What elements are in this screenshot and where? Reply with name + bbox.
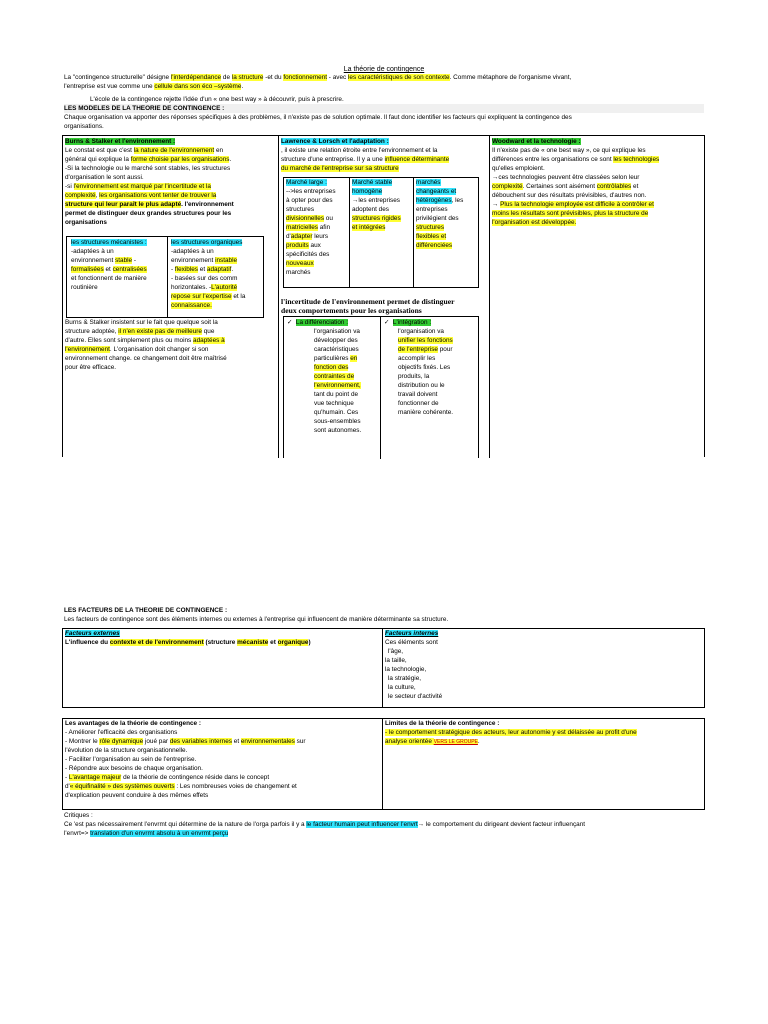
differentiation-heading: La différenciation : (295, 319, 349, 326)
highlight: l'environnement est marqué par l'incertitude et la (73, 183, 211, 190)
page-title: La théorie de contingence (343, 66, 425, 73)
critiques-text: l'envrt=> (64, 830, 91, 837)
market-line: divisionnelles ou (286, 215, 333, 222)
market-changing (416, 178, 478, 250)
col1-p3 (65, 318, 277, 372)
col3-line: → Plus la technologie employée est difficile à contrôler et (492, 201, 654, 208)
external-factors (65, 629, 380, 647)
highlight: le facteur humain peut influencer l'envrt (306, 821, 418, 828)
models-intro (64, 113, 704, 131)
behaviours-box (283, 316, 479, 458)
external-heading: Facteurs externes (65, 630, 120, 637)
mechanist-line: environnement stable - (71, 257, 137, 264)
text-run: en (214, 147, 224, 154)
critiques-heading: Critiques : (64, 812, 93, 819)
col3-line: qu'elles emploient. (492, 165, 545, 172)
market-line: adoptent des (352, 206, 389, 213)
market-stable-heading: homogène (352, 188, 383, 195)
integration-line: unifier les fonctions (398, 337, 453, 344)
market-line: différenciées (416, 242, 453, 249)
market-stable-heading: Marché stable (352, 179, 393, 186)
organic-line: - basées sur des comm (171, 275, 238, 282)
models-intro-line: organisations. (64, 123, 104, 130)
text-run: général qui explique la (65, 156, 131, 163)
organic-line: repose sur l'expertise (171, 293, 232, 300)
advantages-table (62, 718, 705, 810)
internal-line: la culture, (388, 684, 416, 691)
col1-p3-line: pour être efficace. (65, 364, 117, 371)
market-line: -->les entreprises (286, 188, 336, 195)
models-intro-line: Chaque organisation va apporter des réponses spécifiques à des problèmes, il n'existe pas de solution optimale. Il faut donc identifier les facteurs qui expliquent la contingence des (64, 114, 572, 121)
col3-text (492, 137, 704, 227)
limits (385, 719, 703, 747)
mechanist-line: routinière (71, 284, 98, 291)
market-line: produits aux (286, 242, 321, 249)
internal-factors (385, 629, 700, 701)
integration-heading: L'intégration : (392, 319, 432, 326)
models-heading: LES MODELES DE LA THEORIE DE CONTINGENCE : (64, 104, 704, 113)
limits-heading: Limites de la théorie de contingence : (385, 720, 500, 727)
integration-line: distribution ou le (398, 382, 445, 389)
market-line: nouveaux (286, 260, 314, 267)
intro-text: . (241, 83, 244, 90)
check-icon: ✓ (384, 319, 390, 326)
market-line: structures (416, 224, 445, 231)
integration-line: manière cohérente. (398, 409, 454, 416)
col2-text (281, 137, 488, 173)
highlight: complexité (65, 192, 96, 199)
highlight: fonctionnement (283, 74, 328, 81)
col2-line: du marché de l'entreprise sur sa structure (281, 165, 399, 172)
highlight: mécaniste (237, 639, 269, 646)
col3-heading: Woodward et la technologie : (492, 138, 581, 145)
limits-line: analyse orientée (385, 738, 434, 745)
differentiation-line: tant du point de (314, 391, 359, 398)
col1-p1-line1 (65, 147, 223, 154)
external-text: (structure (203, 639, 238, 646)
col1-p1-line3: -Si la technologie ou le marché sont stables, les structures (65, 165, 231, 172)
highlight: la nature de l'environnement (133, 147, 215, 154)
markets-divider-2 (413, 178, 414, 287)
col1-heading: Burns & Stalker et l'environnement : (65, 138, 176, 145)
behaviours-divider (380, 317, 381, 459)
advantages-line: - Améliorer l'efficacité des organisations (65, 729, 178, 736)
mechanist-heading: les structures mécanistes : (71, 239, 147, 246)
differentiation-line: fonction des (314, 364, 349, 371)
organic-structures: les structures organiques -adaptées à un environnement instable - flexibles et adaptatif. - basées sur des comm horizontales. -L'autorité repose sur l'expertise et la connaissance. (171, 239, 246, 309)
market-large (286, 178, 348, 277)
highlight: structure qui leur paraît le plus adapté (65, 201, 182, 208)
col2-line: structure d'une entreprise. Il y a une influence déterminante (281, 156, 450, 163)
differentiation-line: particulières en (314, 355, 358, 362)
market-line: spécificités des (286, 251, 330, 258)
internal-heading: Facteurs internes (385, 630, 439, 637)
markets-box (283, 177, 479, 288)
col1-p3-line: Burns & Stalker insistent sur le fait que quelque soit la (65, 319, 218, 326)
differentiation-line: caractéristiques (314, 346, 359, 353)
mechanist-structures: les structures mécanistes : -adaptées à un environnement stable - formalisées et centralisées et fonctionnent de manière routinière (71, 239, 147, 291)
intro-text: l'entreprise est vue comme une (64, 83, 155, 90)
intro-text: . Comme métaphore de l'organisme vivant, (449, 74, 572, 81)
advantages-line: l'évolution de la structure organisationnelle. (65, 747, 188, 754)
col1-p3-line: structure adoptée, il n'en existe pas de meilleure que (65, 328, 215, 335)
market-line: à opter pour des (286, 197, 333, 204)
organic-heading: les structures organiques (171, 239, 243, 246)
advantages-line: - Montrer le rôle dynamique joué par des variables internes et environnementales sur (65, 738, 306, 745)
market-line: entreprises (416, 206, 448, 213)
col2-line: , il existe une relation étroite entre l'environnement et la (281, 147, 438, 154)
advantages-line: - L'avantage majeur de la théorie de contingence réside dans le concept (65, 774, 270, 781)
col1-p2-line2 (65, 192, 216, 199)
intro-text: de (221, 74, 232, 81)
mechanist-line: -adaptées à un (71, 248, 114, 255)
organic-line: connaissance. (171, 302, 212, 309)
highlight: forme choisie par les organisations (130, 156, 230, 163)
col3-line: différences entre les organisations ce sont les technologies (492, 156, 660, 163)
market-line: et intégrées (352, 224, 386, 231)
market-line: matricielles afin (286, 224, 331, 231)
highlight: cellule dans son éco –système (154, 83, 242, 90)
market-changing-heading: marchés (416, 179, 441, 186)
structures-box (66, 236, 264, 318)
internal-line: la taille, (385, 657, 407, 664)
differentiation (287, 318, 377, 435)
text-run: Le constat est que c'est (65, 147, 134, 154)
uncertainty-line: deux comportements pour les organisations (281, 306, 422, 315)
market-line: privilégient des (416, 215, 459, 222)
market-line: hétérogènes, les (416, 197, 464, 204)
advantages (65, 719, 380, 800)
integration-line: fonctionner de (398, 400, 439, 407)
integration (384, 318, 478, 417)
internal-line: Ces éléments sont (385, 639, 438, 646)
internal-line: la technologie, (385, 666, 427, 673)
col1-p3-line: l'environnement. L'organisation doit changer si son (65, 346, 209, 353)
differentiation-list (287, 327, 377, 435)
organic-line: - flexibles et adaptatif. (171, 266, 234, 273)
intro-text: - avec (327, 74, 348, 81)
organic-line: environnement instable (171, 257, 238, 264)
integration-line: accomplir les (398, 355, 436, 362)
highlight: organique (277, 639, 309, 646)
text-run: . (229, 156, 232, 163)
advantages-line: d'explication peuvent conduire à des mêmes effets (65, 792, 209, 799)
integration-line: produits, la (398, 373, 430, 380)
integration-line: objectifs fixés. Les (398, 364, 451, 371)
market-line: d'adapter leurs (286, 233, 329, 240)
col3-line: l'organisation est développée. (492, 219, 577, 226)
market-line: marchés (286, 269, 311, 276)
organic-line: -adaptées à un (171, 248, 214, 255)
differentiation-line: vue technique (314, 400, 354, 407)
highlight: translation d'un envrmt absolu à un envrmt perçu (90, 830, 229, 837)
differentiation-line: l'environnement, (314, 382, 361, 389)
differentiation-line: l'organisation va (314, 328, 360, 335)
intro-line-3: L'école de la contingence rejette l'idée d'un « one best way » à découvrir, puis à prescrire. (90, 96, 344, 103)
external-text: L'influence du (65, 639, 110, 646)
factors-intro: Les facteurs de contingence sont des éléments internes ou externes à l'entreprise qui influencent de manière déterminante sa structure. (64, 616, 449, 623)
intro-paragraph (64, 73, 704, 91)
col3-line: Il n'existe pas de « one best way », ce qui explique les (492, 147, 646, 154)
integration-line: travail doivent (398, 391, 438, 398)
mechanist-line: et fonctionnent de manière (71, 275, 147, 282)
check-icon: ✓ (287, 319, 293, 326)
models-table (62, 135, 705, 457)
uncertainty-line: l'incertitude de l'environnement permet de distinguer (281, 297, 455, 306)
intro-text: La "contingence structurelle" désigne (64, 74, 171, 81)
differentiation-line: qu'humain. Ces (314, 409, 359, 416)
factors-table (62, 628, 705, 708)
critiques-text: Ce 'est pas nécessairement l'envrmt qui détermine de la nature de l'orga parfois il y a (64, 821, 307, 828)
market-line: flexibles et (416, 233, 447, 240)
col1-p2-line1 (65, 183, 211, 190)
limits-line: - le comportement stratégique des acteurs, leur autonomie y est délaissée au profit d'une (385, 729, 637, 736)
advantages-line: - Répondre aux besoins de chaque organisation. (65, 765, 203, 772)
text-run: , (95, 192, 100, 199)
factors-divider (382, 629, 383, 707)
differentiation-line: sont autonomes. (314, 427, 362, 434)
markets-divider-1 (349, 178, 350, 287)
mechanist-line: formalisées (71, 266, 104, 273)
lawrence-lorsch-column (279, 136, 490, 458)
limits-emphasis: VERS LE GROUPE (433, 739, 478, 745)
col1-p2-line5: organisations (65, 219, 107, 226)
factors-section (64, 606, 704, 624)
text-run: -si (65, 183, 74, 190)
intro-text: -et du (263, 74, 284, 81)
integration-line: l'organisation va (398, 328, 444, 335)
col1-p1-line2 (65, 156, 231, 163)
highlight: les organisations vont tenter de trouver la (99, 192, 217, 199)
internal-line: l'âge, (388, 648, 404, 655)
advantages-line: - Faciliter l'organisation au sein de l'entreprise. (65, 756, 197, 763)
internal-line: la stratégie, (388, 675, 422, 682)
col1-text (65, 137, 277, 227)
organic-line: horizontales. -L'autorité (171, 284, 238, 291)
market-large-heading: Marché large : (286, 179, 327, 186)
market-changing-heading: changeants et (416, 188, 457, 195)
differentiation-line: contraintes de (314, 373, 355, 380)
factors-heading: LES FACTEURS DE LA THEORIE DE CONTINGENCE : (64, 607, 228, 614)
external-text: et (268, 639, 278, 646)
highlight: contexte et de l'environnement (109, 639, 204, 646)
critiques (64, 811, 714, 838)
integration-list (384, 327, 478, 417)
external-text: ) (308, 639, 311, 646)
highlight: l'interdépendance (170, 74, 222, 81)
uncertainty-heading (281, 297, 488, 315)
col3-line: →ces technologies peuvent être classées selon leur (492, 174, 640, 181)
differentiation-line: développer des (314, 337, 358, 344)
advantages-divider (382, 719, 383, 809)
differentiation-line: sous-ensembles (314, 418, 361, 425)
market-line: →les entreprises (352, 197, 400, 204)
col3-line: débouchent sur des résultats prévisibles, d'autres non. (492, 192, 647, 199)
col1-p1-line4: d'organisation le sont aussi. (65, 174, 144, 181)
integration-line: de l'entreprise pour (398, 346, 453, 353)
col1-p3-line: environnement change. ce changement doit être maîtrisé (65, 355, 227, 362)
advantages-heading: Les avantages de la théorie de contingence : (65, 720, 202, 727)
structures-divider (167, 237, 168, 317)
internal-line: le secteur d'activité (388, 693, 443, 700)
critiques-text: → le comportement du dirigeant devient facteur influençant (417, 821, 586, 828)
col3-line: moins les résultats sont prévisibles, plus la structure de (492, 210, 649, 217)
highlight: la structure (231, 74, 264, 81)
col3-line: complexité. Certaines sont aisément contrôlables et (492, 183, 639, 190)
col1-p2-line4: permet de distinguer deux grandes structures pour les (65, 210, 232, 217)
col2-heading: Lawrence & Lorsch et l'adaptation : (281, 138, 389, 145)
highlight: les caractéristiques de son contexte (348, 74, 450, 81)
col1-p3-line: d'autre. Elles sont simplement plus ou moins adaptées à (65, 337, 225, 344)
col1-p2-line3 (65, 201, 234, 208)
market-stable (352, 178, 412, 232)
market-line: structures rigides (352, 215, 401, 222)
limits-line: . (477, 738, 480, 745)
burns-stalker-column (63, 136, 279, 458)
advantages-line: d'« équifinalité » des systèmes ouverts : Les nombreuses voies de changement et (65, 783, 297, 790)
market-line: structures (286, 206, 315, 213)
woodward-column (490, 136, 706, 458)
text-run: . l'environnement (181, 201, 234, 208)
